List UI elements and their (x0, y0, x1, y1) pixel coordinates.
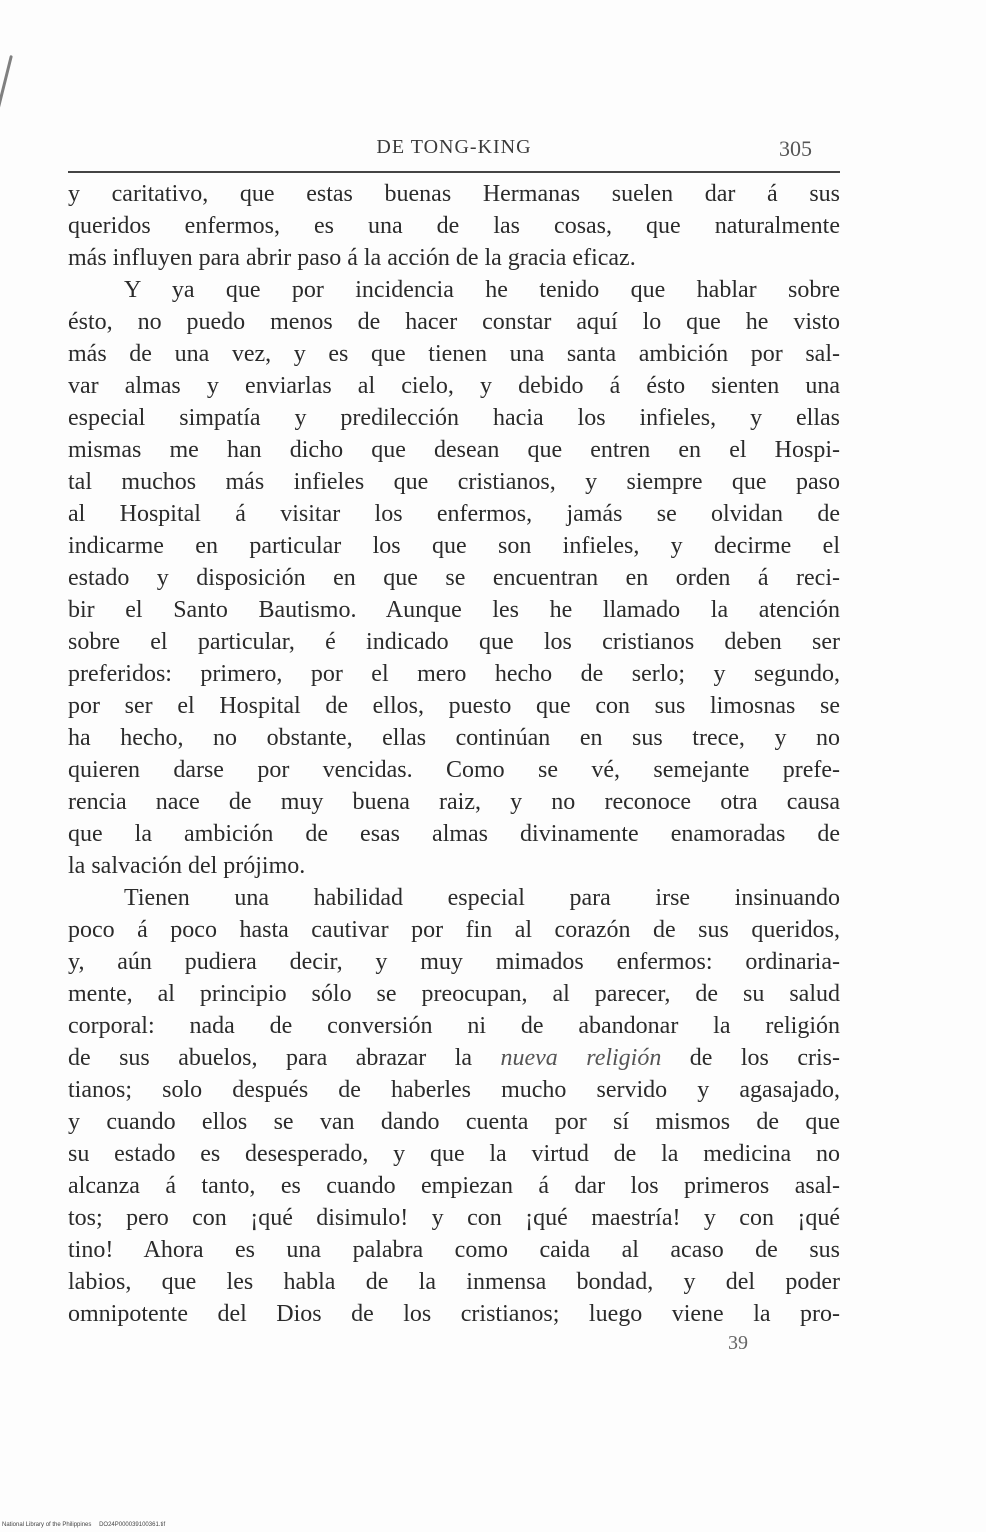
text-line: su estado es desesperado, y que la virtud de la medicina no (68, 1141, 840, 1167)
text-line: bir el Santo Bautismo. Aunque les he llamado la atención (68, 597, 840, 623)
text-line: la salvación del prójimo. (68, 853, 306, 879)
text-line: rencia nace de muy buena raiz, y no reconoce otra causa (68, 789, 840, 815)
text-segment: de sus abuelos, para abrazar la (68, 1045, 501, 1071)
text-line: al Hospital á visitar los enfermos, jamás se olvidan de (68, 501, 840, 527)
signature-mark: 39 (728, 1332, 748, 1354)
text-segment: de los cris- (661, 1045, 840, 1071)
text-line: preferidos: primero, por el mero hecho de serlo; y segundo, (68, 661, 840, 687)
text-line: corporal: nada de conversión ni de abandonar la religión (68, 1013, 840, 1039)
text-line: ha hecho, no obstante, ellas continúan en sus trece, y no (68, 725, 840, 751)
running-title: DE TONG-KING (376, 136, 532, 158)
running-head (68, 136, 840, 166)
scan-footer (2, 1522, 171, 1528)
text-line: queridos enfermos, es una de las cosas, que naturalmente (68, 213, 840, 239)
text-line: labios, que les habla de la inmensa bondad, y del poder (68, 1269, 840, 1295)
italic-phrase: nueva religión (500, 1045, 662, 1071)
text-line: más de una vez, y es que tienen una santa ambición por sal- (68, 341, 840, 367)
text-line: Tienen una habilidad especial para irse insinuando (124, 885, 840, 911)
text-line: especial simpatía y predilección hacia los infieles, y ellas (68, 405, 840, 431)
pencil-mark (0, 55, 13, 201)
text-line: ésto, no puedo menos de hacer constar aquí lo que he visto (68, 309, 840, 335)
text-line: Y ya que por incidencia he tenido que hablar sobre (124, 277, 840, 303)
text-line: indicarme en particular los que son infieles, y decirme el (68, 533, 840, 559)
text-line: estado y disposición en que se encuentran en orden á reci- (68, 565, 840, 591)
text-line: var almas y enviarlas al cielo, y debido á ésto sienten una (68, 373, 840, 399)
text-line: y caritativo, que estas buenas Hermanas suelen dar á sus (68, 181, 840, 207)
text-line: omnipotente del Dios de los cristianos; luego viene la pro- (68, 1301, 840, 1327)
text-line: más influyen para abrir paso á la acción de la gracia eficaz. (68, 245, 636, 271)
body-text (68, 178, 840, 1330)
text-line-with-italic (68, 1042, 840, 1074)
text-line: poco á poco hasta cautivar por fin al corazón de sus queridos, (68, 917, 840, 943)
text-line: por ser el Hospital de ellos, puesto que con sus limosnas se (68, 693, 840, 719)
text-line: mismas me han dicho que desean que entren en el Hospi- (68, 437, 840, 463)
text-line: y cuando ellos se van dando cuenta por sí mismos de que (68, 1109, 840, 1135)
text-line: tino! Ahora es una palabra como caida al acaso de sus (68, 1237, 840, 1263)
text-line: que la ambición de esas almas divinamente enamoradas de (68, 821, 840, 847)
page-number: 305 (779, 136, 812, 161)
text-line: tianos; solo después de haberles mucho servido y agasajado, (68, 1077, 840, 1103)
text-line: tos; pero con ¡qué disimulo! y con ¡qué maestría! y con ¡qué (68, 1205, 840, 1231)
text-line: sobre el particular, é indicado que los cristianos deben ser (68, 629, 840, 655)
text-line: quieren darse por vencidas. Como se vé, semejante prefe- (68, 757, 840, 783)
library-name: National Library of the Philippines (2, 1522, 92, 1528)
text-line: alcanza á tanto, es cuando empiezan á dar los primeros asal- (68, 1173, 840, 1199)
text-line: tal muchos más infieles que cristianos, y siempre que paso (68, 469, 840, 495)
file-identifier: DO24P000039100361.tif (99, 1522, 166, 1528)
text-line: y, aún pudiera decir, y muy mimados enfermos: ordinaria- (68, 949, 840, 975)
header-rule (68, 171, 840, 173)
text-line: mente, al principio sólo se preocupan, al parecer, de su salud (68, 981, 840, 1007)
